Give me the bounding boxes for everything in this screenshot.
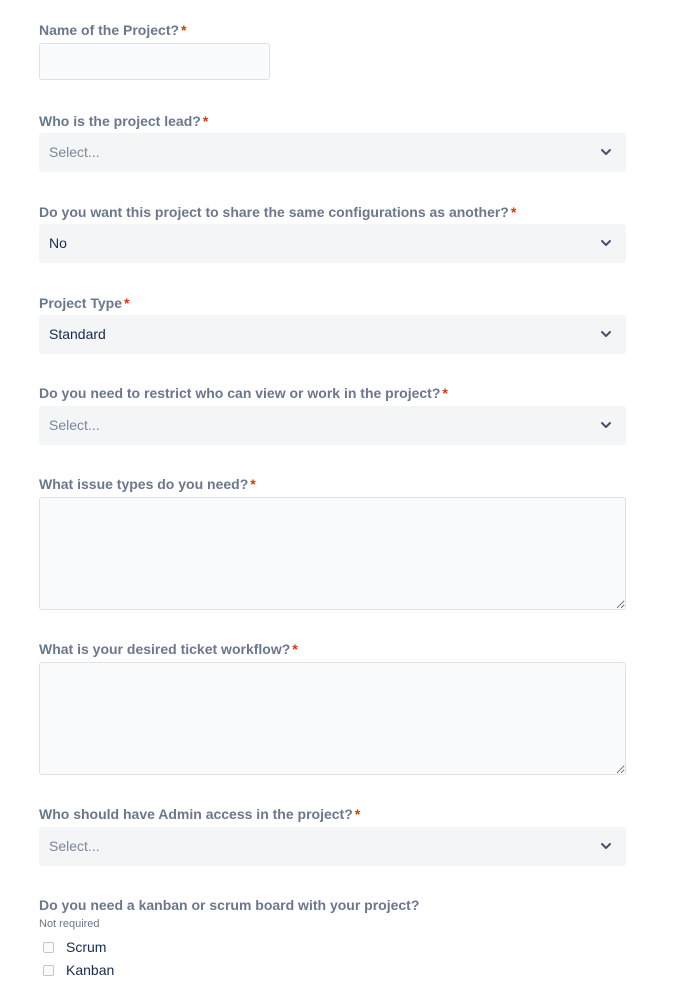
project-lead-select-value: Select... xyxy=(49,144,100,160)
issue-types-textarea[interactable] xyxy=(39,497,626,610)
checkbox-option-scrum[interactable] xyxy=(43,938,106,956)
ticket-workflow-label xyxy=(39,640,298,658)
project-lead-select[interactable] xyxy=(39,133,626,172)
project-type-label xyxy=(39,294,129,312)
restrict-access-select-value: Select... xyxy=(49,417,100,433)
project-type-label-text: Project Type xyxy=(39,295,122,311)
share-config-label xyxy=(39,203,516,221)
chevron-down-icon xyxy=(600,329,612,339)
issue-types-label xyxy=(39,475,256,493)
board-type-label-text: Do you need a kanban or scrum board with your project? xyxy=(39,897,420,913)
share-config-label-text: Do you want this project to share the same configurations as another? xyxy=(39,204,509,220)
board-type-helper-text: Not required xyxy=(39,918,100,930)
required-indicator: * xyxy=(442,385,448,401)
admin-access-select[interactable] xyxy=(39,827,626,866)
project-name-label xyxy=(39,21,186,39)
project-lead-label xyxy=(39,112,208,130)
admin-access-label-text: Who should have Admin access in the project? xyxy=(39,806,353,822)
required-indicator: * xyxy=(181,22,187,38)
issue-types-label-text: What issue types do you need? xyxy=(39,476,249,492)
scrum-checkbox-label: Scrum xyxy=(66,939,107,955)
board-type-label xyxy=(39,896,419,914)
chevron-down-icon xyxy=(600,238,612,248)
ticket-workflow-label-text: What is your desired ticket workflow? xyxy=(39,641,291,657)
project-name-input[interactable] xyxy=(39,43,270,80)
kanban-checkbox[interactable] xyxy=(43,965,54,976)
share-config-select[interactable] xyxy=(39,224,626,263)
restrict-access-select[interactable] xyxy=(39,406,626,445)
kanban-checkbox-label: Kanban xyxy=(66,962,115,978)
project-type-select-value: Standard xyxy=(49,326,106,342)
project-name-label-text: Name of the Project? xyxy=(39,22,180,38)
required-indicator: * xyxy=(354,806,361,822)
restrict-access-label xyxy=(39,384,448,402)
checkbox-option-kanban[interactable] xyxy=(43,961,114,979)
scrum-checkbox[interactable] xyxy=(43,942,54,953)
chevron-down-icon xyxy=(600,420,612,430)
required-indicator: * xyxy=(510,204,517,220)
project-type-select[interactable] xyxy=(39,315,626,354)
required-indicator: * xyxy=(292,641,298,657)
restrict-access-label-text: Do you need to restrict who can view or work in the project? xyxy=(39,385,441,401)
chevron-down-icon xyxy=(600,841,612,851)
required-indicator: * xyxy=(202,113,209,129)
required-indicator: * xyxy=(124,295,130,311)
project-lead-label-text: Who is the project lead? xyxy=(39,113,201,129)
chevron-down-icon xyxy=(600,147,612,157)
admin-access-label xyxy=(39,805,360,823)
share-config-select-value: No xyxy=(49,235,67,251)
ticket-workflow-textarea[interactable] xyxy=(39,662,626,775)
admin-access-select-value: Select... xyxy=(49,838,100,854)
required-indicator: * xyxy=(250,476,256,492)
